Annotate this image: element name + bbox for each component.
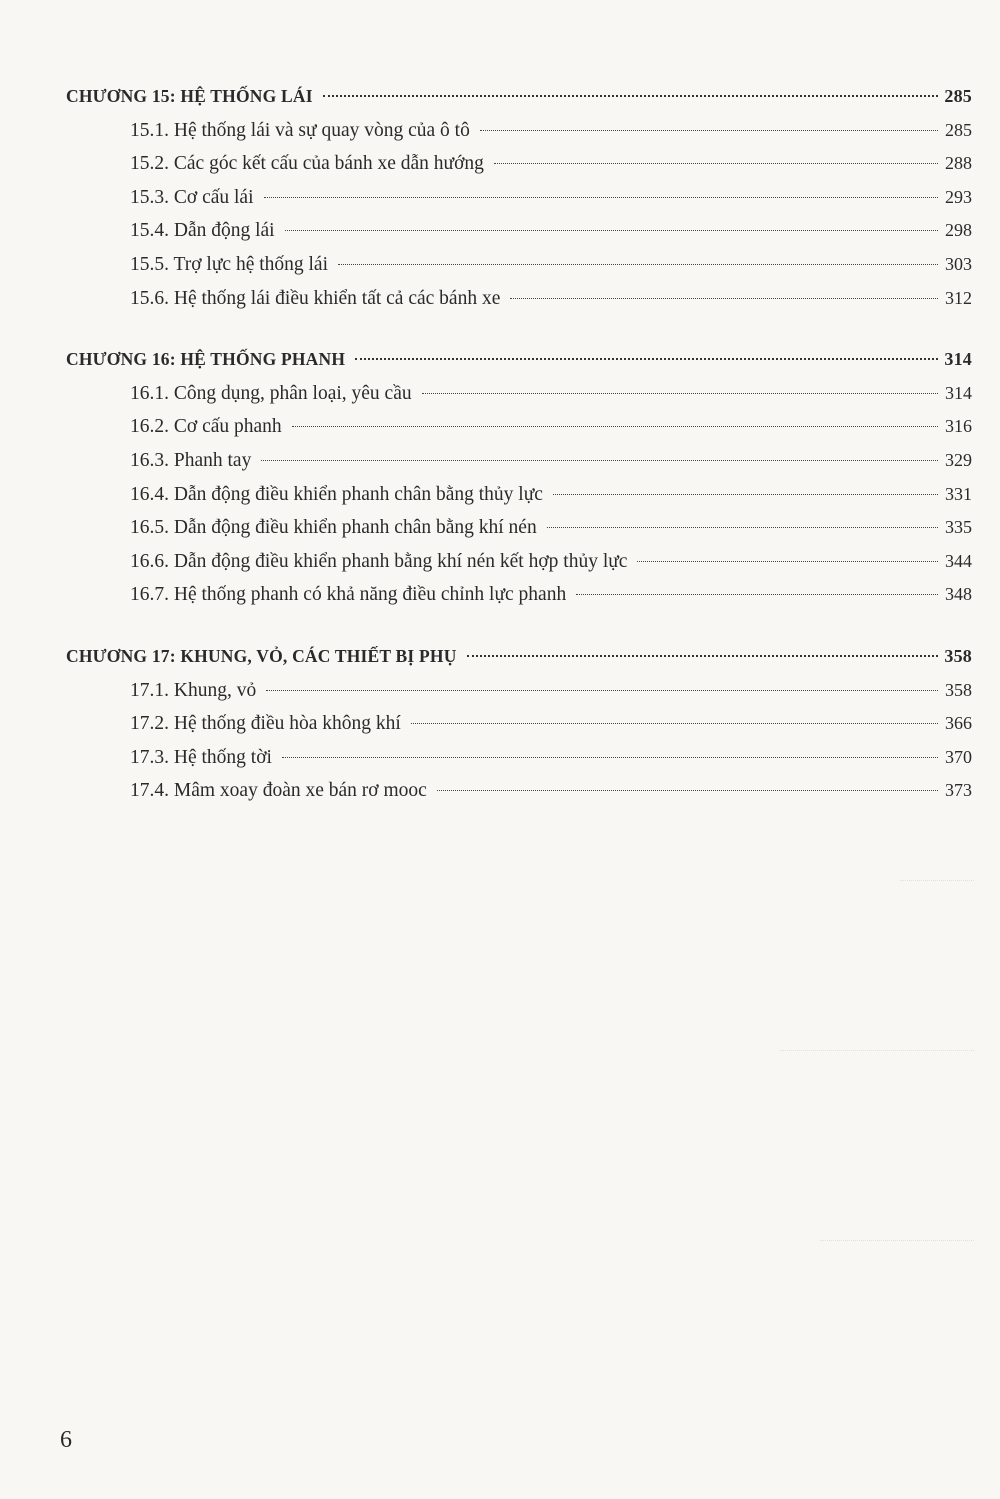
- dot-leader: [261, 460, 938, 461]
- entry-title: 15.1. Hệ thống lái và sự quay vòng của ô tô: [130, 119, 470, 141]
- entry-page-number: 293: [945, 186, 972, 207]
- entry-page-number: 312: [945, 287, 972, 308]
- table-of-contents: [66, 80, 972, 836]
- dot-leader: [338, 264, 938, 265]
- toc-entry[interactable]: [66, 444, 972, 478]
- toc-entry[interactable]: [66, 214, 972, 248]
- entry-page-number: 288: [945, 153, 972, 174]
- entry-page-number: 348: [945, 584, 972, 605]
- entry-page-number: 285: [945, 119, 972, 140]
- dot-leader: [547, 527, 938, 528]
- dot-leader: [553, 494, 938, 495]
- toc-entry[interactable]: [66, 578, 972, 612]
- chapter-17: [66, 640, 972, 808]
- entry-page-number: 314: [945, 382, 972, 403]
- dot-leader: [285, 230, 938, 231]
- chapter-title: CHƯƠNG 15: HỆ THỐNG LÁI: [66, 86, 313, 106]
- chapter-heading[interactable]: [66, 80, 972, 114]
- dot-leader: [467, 655, 938, 657]
- toc-entry[interactable]: [66, 282, 972, 316]
- entry-title: 16.7. Hệ thống phanh có khả năng điều chỉnh lực phanh: [130, 584, 567, 606]
- entry-title: 17.4. Mâm xoay đoàn xe bán rơ mooc: [130, 780, 427, 802]
- chapter-page-number: 285: [944, 86, 972, 106]
- dot-leader: [411, 723, 938, 724]
- entry-title: 16.3. Phanh tay: [130, 449, 252, 471]
- entry-page-number: 316: [945, 416, 972, 437]
- toc-entry[interactable]: [66, 377, 972, 411]
- entry-page-number: 335: [945, 517, 972, 538]
- toc-entry[interactable]: [66, 741, 972, 775]
- toc-entry[interactable]: [66, 181, 972, 215]
- chapter-title: CHƯƠNG 16: HỆ THỐNG PHANH: [66, 349, 346, 370]
- entry-page-number: 373: [945, 780, 972, 801]
- entry-page-number: 344: [945, 550, 972, 571]
- dot-leader: [292, 426, 938, 427]
- page-number-footer: 6: [60, 1427, 72, 1453]
- dot-leader: [355, 358, 938, 360]
- dot-leader: [282, 757, 938, 758]
- chapter-heading[interactable]: [66, 640, 972, 674]
- toc-entry[interactable]: [66, 248, 972, 282]
- entry-title: 16.6. Dẫn động điều khiển phanh bằng khí nén kết hợp thủy lực: [130, 550, 628, 572]
- entry-title: 15.4. Dẫn động lái: [130, 220, 275, 242]
- toc-entry[interactable]: [66, 114, 972, 148]
- dot-leader: [494, 163, 938, 164]
- toc-entry[interactable]: [66, 511, 972, 545]
- dot-leader: [264, 197, 939, 198]
- chapter-16: [66, 343, 972, 612]
- entry-page-number: 303: [945, 253, 972, 274]
- entry-title: 16.1. Công dụng, phân loại, yêu cầu: [130, 382, 412, 404]
- dot-leader: [266, 690, 938, 691]
- toc-entry[interactable]: [66, 478, 972, 512]
- toc-entry[interactable]: [66, 545, 972, 579]
- dot-leader: [576, 594, 938, 595]
- entry-title: 15.6. Hệ thống lái điều khiển tất cả các bánh xe: [130, 287, 501, 309]
- entry-title: 16.4. Dẫn động điều khiển phanh chân bằng thủy lực: [130, 483, 543, 505]
- dot-leader: [510, 298, 938, 299]
- entry-title: 15.3. Cơ cấu lái: [130, 186, 254, 208]
- entry-page-number: 329: [945, 449, 972, 470]
- toc-entry[interactable]: [66, 674, 972, 708]
- entry-title: 15.5. Trợ lực hệ thống lái: [130, 253, 329, 275]
- entry-title: 16.5. Dẫn động điều khiển phanh chân bằng khí nén: [130, 517, 537, 539]
- toc-entry[interactable]: [66, 410, 972, 444]
- entry-title: 17.2. Hệ thống điều hòa không khí: [130, 713, 401, 735]
- toc-entry[interactable]: [66, 707, 972, 741]
- entry-page-number: 370: [945, 746, 972, 767]
- chapter-15: [66, 80, 972, 315]
- entry-title: 15.2. Các góc kết cấu của bánh xe dẫn hướng: [130, 153, 484, 175]
- chapter-title: CHƯƠNG 17: KHUNG, VỎ, CÁC THIẾT BỊ PHỤ: [66, 645, 457, 666]
- toc-entry[interactable]: [66, 147, 972, 181]
- entry-page-number: 331: [945, 483, 972, 504]
- entry-title: 16.2. Cơ cấu phanh: [130, 416, 282, 438]
- dot-leader: [637, 561, 938, 562]
- entry-title: 17.3. Hệ thống tời: [130, 746, 272, 768]
- chapter-page-number: 314: [944, 349, 972, 370]
- dot-leader: [480, 130, 938, 131]
- entry-page-number: 298: [945, 220, 972, 241]
- dot-leader: [437, 790, 938, 791]
- chapter-page-number: 358: [944, 645, 972, 666]
- toc-entry[interactable]: [66, 774, 972, 808]
- chapter-heading[interactable]: [66, 343, 972, 377]
- dot-leader: [422, 393, 938, 394]
- dot-leader: [323, 95, 938, 97]
- entry-page-number: 358: [945, 679, 972, 700]
- entry-title: 17.1. Khung, vỏ: [130, 679, 257, 701]
- entry-page-number: 366: [945, 713, 972, 734]
